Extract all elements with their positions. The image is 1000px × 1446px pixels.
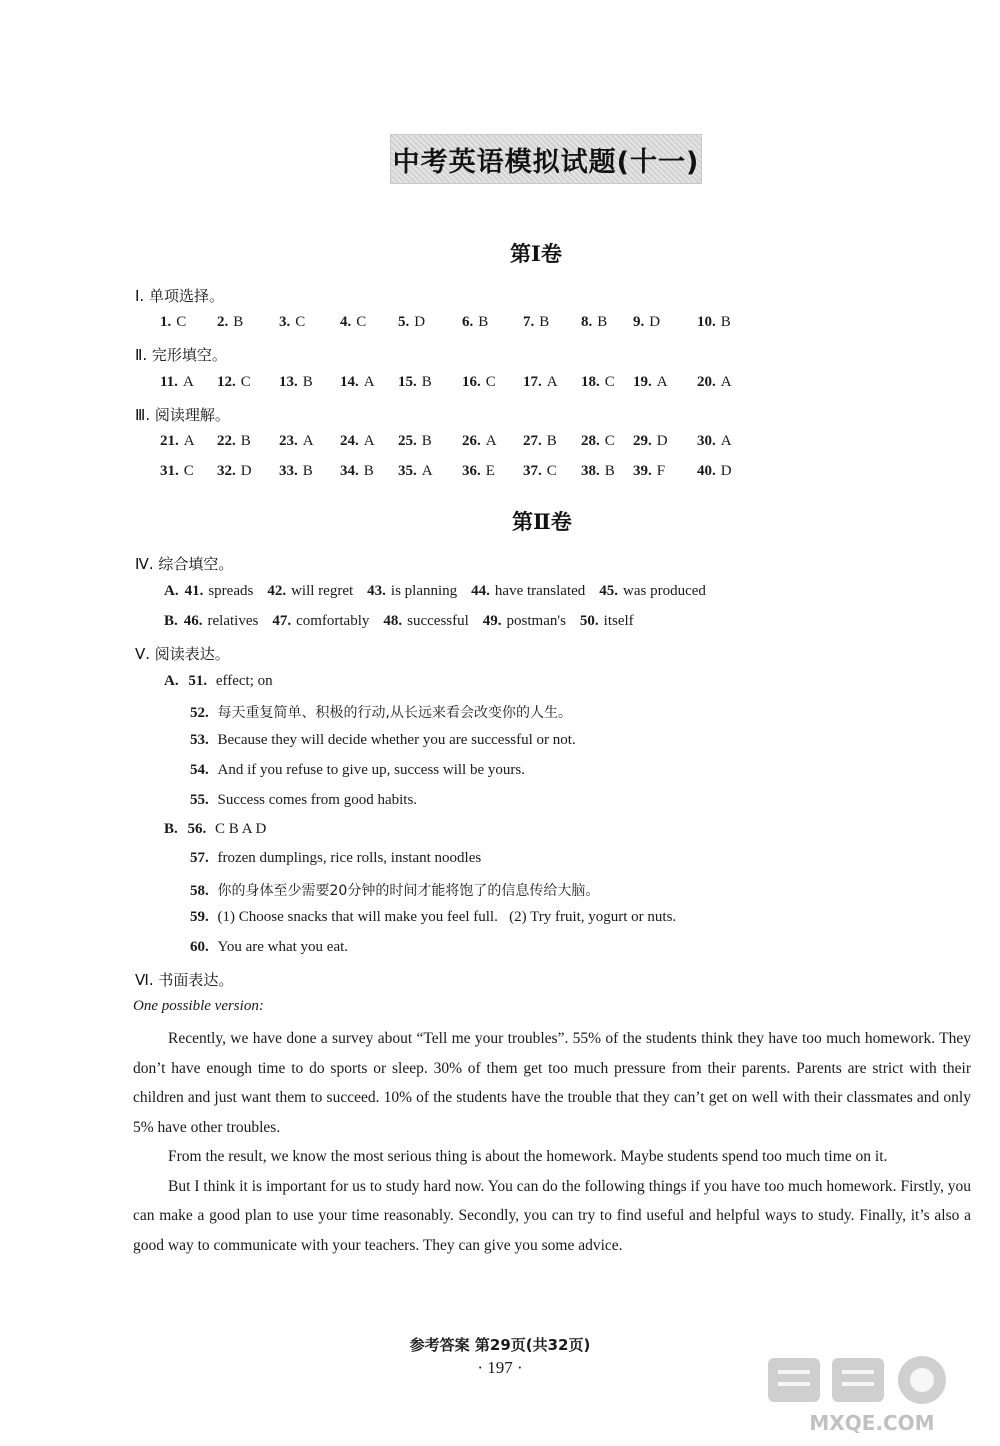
watermark-logo [760, 1352, 985, 1436]
answer-choice: B [421, 433, 432, 449]
question-number: 44. [471, 583, 490, 599]
answer-item [462, 463, 495, 480]
reading-q55 [190, 792, 417, 809]
answer-choice: D [240, 463, 252, 479]
reading-q54 [190, 762, 525, 779]
fill-answer: postman's [506, 613, 566, 629]
question-number: 42. [267, 583, 287, 599]
answer-choice: E [485, 463, 495, 479]
question-number: 19. [633, 374, 652, 390]
answer-choice: B [302, 463, 313, 479]
answer-page-indicator: 参考答案 第29页(共32页) [409, 1336, 591, 1354]
answer-choice: C [356, 314, 367, 330]
fill-answer: will regret [291, 583, 354, 599]
fill-item [383, 613, 468, 630]
answer-choice: B [233, 314, 244, 330]
answer-choice: B [720, 314, 731, 330]
q57-number: 57. [190, 850, 209, 866]
question-number: 2. [217, 314, 229, 330]
answer-item [633, 433, 668, 450]
fill-item [471, 583, 585, 600]
answer-choice: A [720, 374, 732, 390]
question-number: 25. [398, 433, 417, 449]
reading-q58 [190, 880, 599, 900]
volume-1-heading: 第Ⅰ卷 [510, 241, 562, 266]
fill-item [580, 613, 634, 630]
question-number: 35. [398, 463, 417, 479]
question-number: 38. [581, 463, 600, 479]
question-number: 9. [633, 314, 645, 330]
question-number: 26. [462, 433, 481, 449]
answer-item [462, 433, 497, 450]
answer-choice: D [649, 314, 661, 330]
section-1-heading: Ⅰ. 单项选择。 [135, 287, 224, 305]
answer-item [633, 374, 668, 391]
fill-row-a [164, 583, 720, 600]
answer-choice: B [302, 374, 313, 390]
answer-choice: B [421, 374, 432, 390]
answer-item [697, 314, 731, 331]
answer-choice: C [176, 314, 187, 330]
fill-answer: was produced [623, 583, 706, 599]
answer-choice: A [363, 374, 375, 390]
reading-q52 [190, 702, 572, 722]
answer-choice: C [604, 374, 615, 390]
answer-item [462, 314, 488, 331]
question-number: 15. [398, 374, 417, 390]
question-number: 39. [633, 463, 652, 479]
q60-number: 60. [190, 939, 209, 955]
q59-answer: (1) Choose snacks that will make you feel full. (2) Try fruit, yogurt or nuts. [217, 909, 677, 925]
answer-item [398, 374, 432, 391]
answer-item [398, 314, 425, 331]
essay-paragraph-3: But I think it is important for us to study hard now. You can do the following things if you have too much homework. Firstly, you can make a good plan to use your time reasonably. Secondly, you can try to find useful and helpful ways to study. Finally, it’s also a good way to communicate with your teachers. They can give you some advice. [133, 1177, 971, 1254]
question-number: 5. [398, 314, 410, 330]
question-number: 14. [340, 374, 359, 390]
answer-item [633, 314, 660, 331]
answer-choice: A [485, 433, 497, 449]
answer-choice: A [720, 433, 732, 449]
answer-item [217, 314, 243, 331]
q51-answer: effect; on [215, 673, 273, 689]
answer-item [160, 374, 194, 391]
volume-2-heading: 第Ⅱ卷 [512, 509, 572, 534]
question-number: 33. [279, 463, 298, 479]
title-banner [390, 134, 702, 184]
question-number: 6. [462, 314, 474, 330]
question-number: 36. [462, 463, 481, 479]
answer-item [340, 433, 375, 450]
answer-choice: A [546, 374, 558, 390]
q60-answer: You are what you eat. [217, 939, 349, 955]
answer-item [217, 463, 252, 480]
fill-answer: comfortably [296, 613, 370, 629]
question-number: 24. [340, 433, 359, 449]
question-number: 47. [272, 613, 292, 629]
answer-item [581, 314, 607, 331]
question-number: 43. [367, 583, 386, 599]
q55-number: 55. [190, 792, 209, 808]
essay-paragraph-2: From the result, we know the most serious thing is about the homework. Maybe students spend too much time on it. [168, 1148, 888, 1165]
fill-item [483, 613, 566, 630]
question-number: 21. [160, 433, 179, 449]
answer-item [581, 463, 615, 480]
q56-number: 56. [187, 821, 207, 837]
question-number: 48. [383, 613, 403, 629]
section-3-heading: Ⅲ. 阅读理解。 [135, 406, 230, 424]
answer-item [398, 463, 433, 480]
fill-item [185, 583, 254, 600]
q56-answer: C B A D [215, 821, 267, 837]
answer-item [462, 374, 496, 391]
fill-answer: itself [603, 613, 634, 629]
fill-answer: have translated [494, 583, 586, 599]
reading-q53 [190, 732, 576, 749]
question-number: 18. [581, 374, 600, 390]
answer-choice: C [604, 433, 615, 449]
answer-item [523, 433, 557, 450]
q53-number: 53. [190, 732, 209, 748]
fill-item [272, 613, 369, 630]
question-number: 22. [217, 433, 236, 449]
answer-item [279, 374, 313, 391]
answer-choice: B [240, 433, 251, 449]
q53-answer: Because they will decide whether you are successful or not. [217, 732, 576, 748]
answer-choice: B [604, 463, 615, 479]
q58-answer: 你的身体至少需要20分钟的时间才能将饱了的信息传给大脑。 [217, 883, 600, 899]
reading-q59 [190, 909, 676, 926]
fill-answer: spreads [208, 583, 254, 599]
q54-number: 54. [190, 762, 209, 778]
question-number: 8. [581, 314, 593, 330]
answer-choice: C [183, 463, 194, 479]
essay-body [133, 1024, 971, 1260]
reading-q60 [190, 939, 348, 956]
page-number: · 197 · [477, 1358, 523, 1377]
q57-answer: frozen dumplings, rice rolls, instant noodles [217, 850, 482, 866]
answer-choice: A [302, 433, 314, 449]
q51-number: 51. [188, 673, 208, 689]
question-number: 41. [184, 583, 204, 599]
reading-q51 [164, 673, 273, 690]
question-number: 3. [279, 314, 291, 330]
question-number: 27. [523, 433, 542, 449]
section-6-heading: Ⅵ. 书面表达。 [135, 971, 234, 989]
essay-label: One possible version: [133, 998, 264, 1014]
question-number: 10. [697, 314, 716, 330]
answer-item [523, 463, 557, 480]
question-number: 1. [160, 314, 172, 330]
q59-number: 59. [190, 909, 209, 925]
q54-answer: And if you refuse to give up, success will be yours. [217, 762, 525, 778]
part-lead: B. [164, 613, 178, 629]
answer-item [523, 314, 549, 331]
answer-choice: A [421, 463, 433, 479]
answer-choice: D [414, 314, 426, 330]
question-number: 20. [697, 374, 716, 390]
fill-answer: successful [407, 613, 469, 629]
question-number: 7. [523, 314, 535, 330]
answer-choice: C [240, 374, 251, 390]
section-5-heading: Ⅴ. 阅读表达。 [135, 645, 230, 663]
answer-choice: A [183, 433, 195, 449]
question-number: 23. [279, 433, 298, 449]
answer-item [633, 463, 665, 480]
question-number: 29. [633, 433, 652, 449]
answer-item [581, 374, 615, 391]
answer-choice: A [182, 374, 194, 390]
answer-choice: A [363, 433, 375, 449]
question-number: 45. [599, 583, 619, 599]
answer-choice: C [295, 314, 306, 330]
answer-choice: A [656, 374, 668, 390]
q52-number: 52. [190, 705, 209, 721]
question-number: 11. [160, 374, 178, 390]
watermark-text: MXQE.COM [809, 1411, 935, 1435]
answer-choice: B [363, 463, 374, 479]
section-2-heading: Ⅱ. 完形填空。 [135, 346, 227, 364]
fill-item [184, 613, 259, 630]
answer-choice: C [485, 374, 496, 390]
question-number: 13. [279, 374, 298, 390]
answer-item [279, 314, 305, 331]
answer-item [697, 433, 732, 450]
question-number: 49. [482, 613, 502, 629]
page-title: 中考英语模拟试题(十一) [392, 146, 700, 178]
answer-choice: D [656, 433, 668, 449]
q58-number: 58. [190, 883, 209, 899]
question-number: 17. [523, 374, 542, 390]
q55-answer: Success comes from good habits. [217, 792, 418, 808]
question-number: 30. [697, 433, 716, 449]
answer-item [340, 314, 366, 331]
reading-a-lead: A. [164, 673, 179, 689]
fill-item [267, 583, 353, 600]
answer-item [160, 314, 186, 331]
answer-choice: C [546, 463, 557, 479]
answer-item [398, 433, 432, 450]
fill-answer: is planning [390, 583, 458, 599]
question-number: 37. [523, 463, 542, 479]
answer-item [340, 374, 375, 391]
answer-item [160, 433, 195, 450]
question-number: 40. [697, 463, 716, 479]
question-number: 16. [462, 374, 481, 390]
question-number: 28. [581, 433, 600, 449]
answer-choice: B [478, 314, 489, 330]
fill-item [599, 583, 706, 600]
question-number: 31. [160, 463, 179, 479]
answer-item [279, 463, 313, 480]
part-lead: A. [164, 583, 179, 599]
answer-choice: B [539, 314, 550, 330]
question-number: 50. [579, 613, 599, 629]
question-number: 4. [340, 314, 352, 330]
fill-answer: relatives [207, 613, 259, 629]
answer-item [160, 463, 194, 480]
answer-choice: D [720, 463, 732, 479]
answer-choice: B [546, 433, 557, 449]
question-number: 12. [217, 374, 236, 390]
answer-item [697, 463, 732, 480]
q52-answer: 每天重复简单、积极的行动,从长远来看会改变你的人生。 [217, 705, 572, 721]
answer-item [581, 433, 615, 450]
question-number: 32. [217, 463, 236, 479]
answer-item [523, 374, 558, 391]
answer-item [697, 374, 732, 391]
reading-q57 [190, 850, 481, 867]
answer-choice: F [656, 463, 666, 479]
answer-choice: B [597, 314, 608, 330]
answer-item [279, 433, 314, 450]
answer-item [217, 374, 251, 391]
question-number: 34. [340, 463, 359, 479]
question-number: 46. [183, 613, 203, 629]
fill-row-b [164, 613, 648, 630]
answer-item [217, 433, 251, 450]
reading-q56 [164, 821, 266, 838]
essay-paragraph-1: Recently, we have done a survey about “Tell me your troubles”. 55% of the students think they have too much homework. They don’t have enough time to do sports or sleep. 30% of them get too much pressure from their parents. Parents are strict with their children and just want them to succeed. 10% of the students have the trouble that they can’t get on well with their classmates and only 5% have other troubles. [133, 1030, 971, 1136]
reading-b-lead: B. [164, 821, 178, 837]
answer-item [340, 463, 374, 480]
section-4-heading: Ⅳ. 综合填空。 [135, 555, 234, 573]
fill-item [367, 583, 457, 600]
